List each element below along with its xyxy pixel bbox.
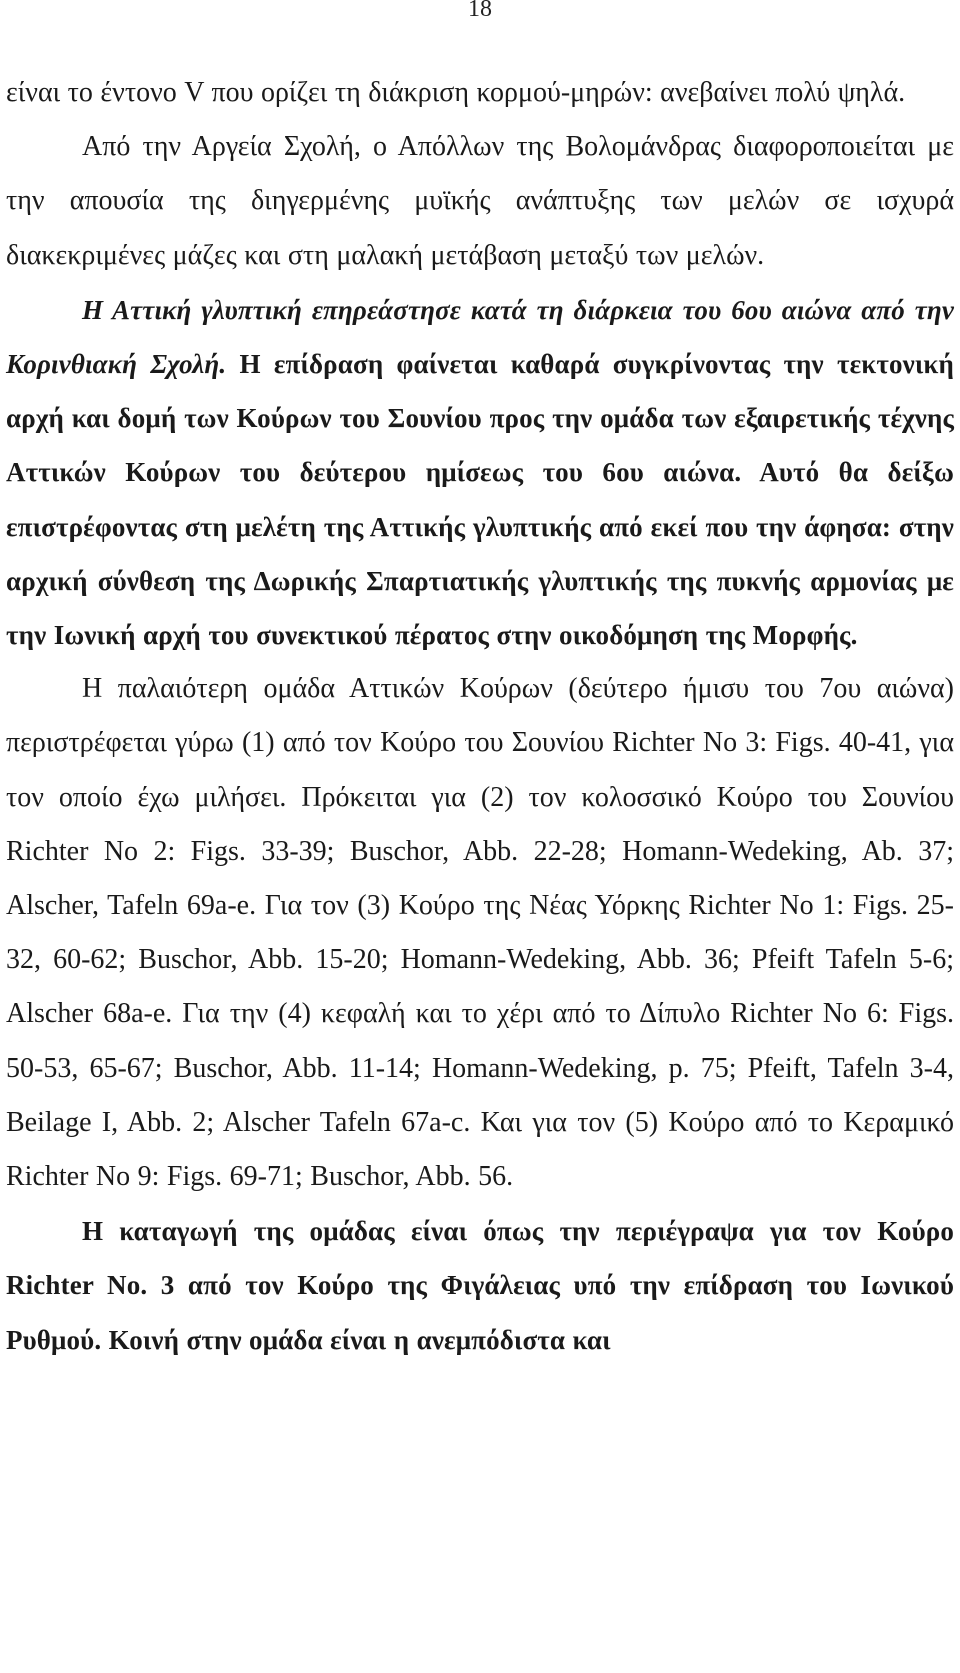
- body-text: [6, 66, 954, 1367]
- paragraph-4: Η παλαιότερη ομάδα Αττικών Κούρων (δεύτερο ήμισυ του 7ου αιώνα) περιστρέφεται γύρω (1) από τον Κούρο του Σουνίου Richter No 3: Figs. 40-41, για τον οποίο έχω μιλήσει. Πρόκειται για (2) τον κολοσσικό Κούρο του Σουνίου Richter No 2: Figs. 33-39; Buschor, Abb. 22-28; Homann-Wedeking, Ab. 37; Alscher, Tafeln 69a-e. Για τον (3) Κούρο της Νέας Υόρκης Richter No 1: Figs. 25-32, 60-62; Buschor, Abb. 15-20; Homann-Wedeking, Abb. 36; Pfeift Tafeln 5-6; Alscher 68a-e. Για την (4) κεφαλή και το χέρι από το Δίπυλο Richter No 6: Figs. 50-53, 65-67; Buschor, Abb. 11-14; Homann-Wedeking, p. 75; Pfeift, Tafeln 3-4, Beilage I, Abb. 2; Alscher Tafeln 67a-c. Και για τον (5) Κούρο από το Κεραμικό Richter No 9: Figs. 69-71; Buschor, Abb. 56.: [6, 673, 954, 1193]
- paragraph-3: [6, 283, 954, 662]
- paragraph-3-italic: Η Αττική γλυπτική επηρεάστησε κατά τη διάρκεια του 6ου αιώνα από την Κορινθιακή Σχολή.: [6, 294, 954, 380]
- paragraph-2: Από την Αργεία Σχολή, ο Απόλλων της Βολομάνδρας διαφοροποιείται με την απουσία της διηγερμένης μυϊκής ανάπτυξης των μελών σε ισχυρά διακεκριμένες μάζες και στη μαλακή μετάβαση μεταξύ των μελών.: [6, 131, 954, 271]
- paragraph-3-bold: Η επίδραση φαίνεται καθαρά συγκρίνοντας την τεκτονική αρχή και δομή των Κούρων του Σουνίου προς την ομάδα των εξαιρετικής τέχνης Αττικών Κούρων του δεύτερου ημίσεως του 6ου αιώνα. Αυτό θα δείξω επιστρέφοντας στη μελέτη της Αττικής γλυπτικής από εκεί που την άφησα: στην αρχική σύνθεση της Δωρικής Σπαρτιατικής γλυπτικής της πυκνής αρμονίας με την Ιωνική αρχή του συνεκτικού πέρατος στην οικοδόμηση της Μορφής.: [6, 349, 954, 651]
- paragraph-5: Η καταγωγή της ομάδας είναι όπως την περιέγραψα για τον Κούρο Richter No. 3 από τον Κούρο της Φιγάλειας υπό την επίδραση του Ιωνικού Ρυθμού. Κοινή στην ομάδα είναι η ανεμπόδιστα και: [6, 1216, 954, 1355]
- paragraph-1: είναι το έντονο V που ορίζει τη διάκριση κορμού-μηρών: ανεβαίνει πολύ ψηλά.: [6, 77, 906, 108]
- page-number: 18: [468, 0, 492, 22]
